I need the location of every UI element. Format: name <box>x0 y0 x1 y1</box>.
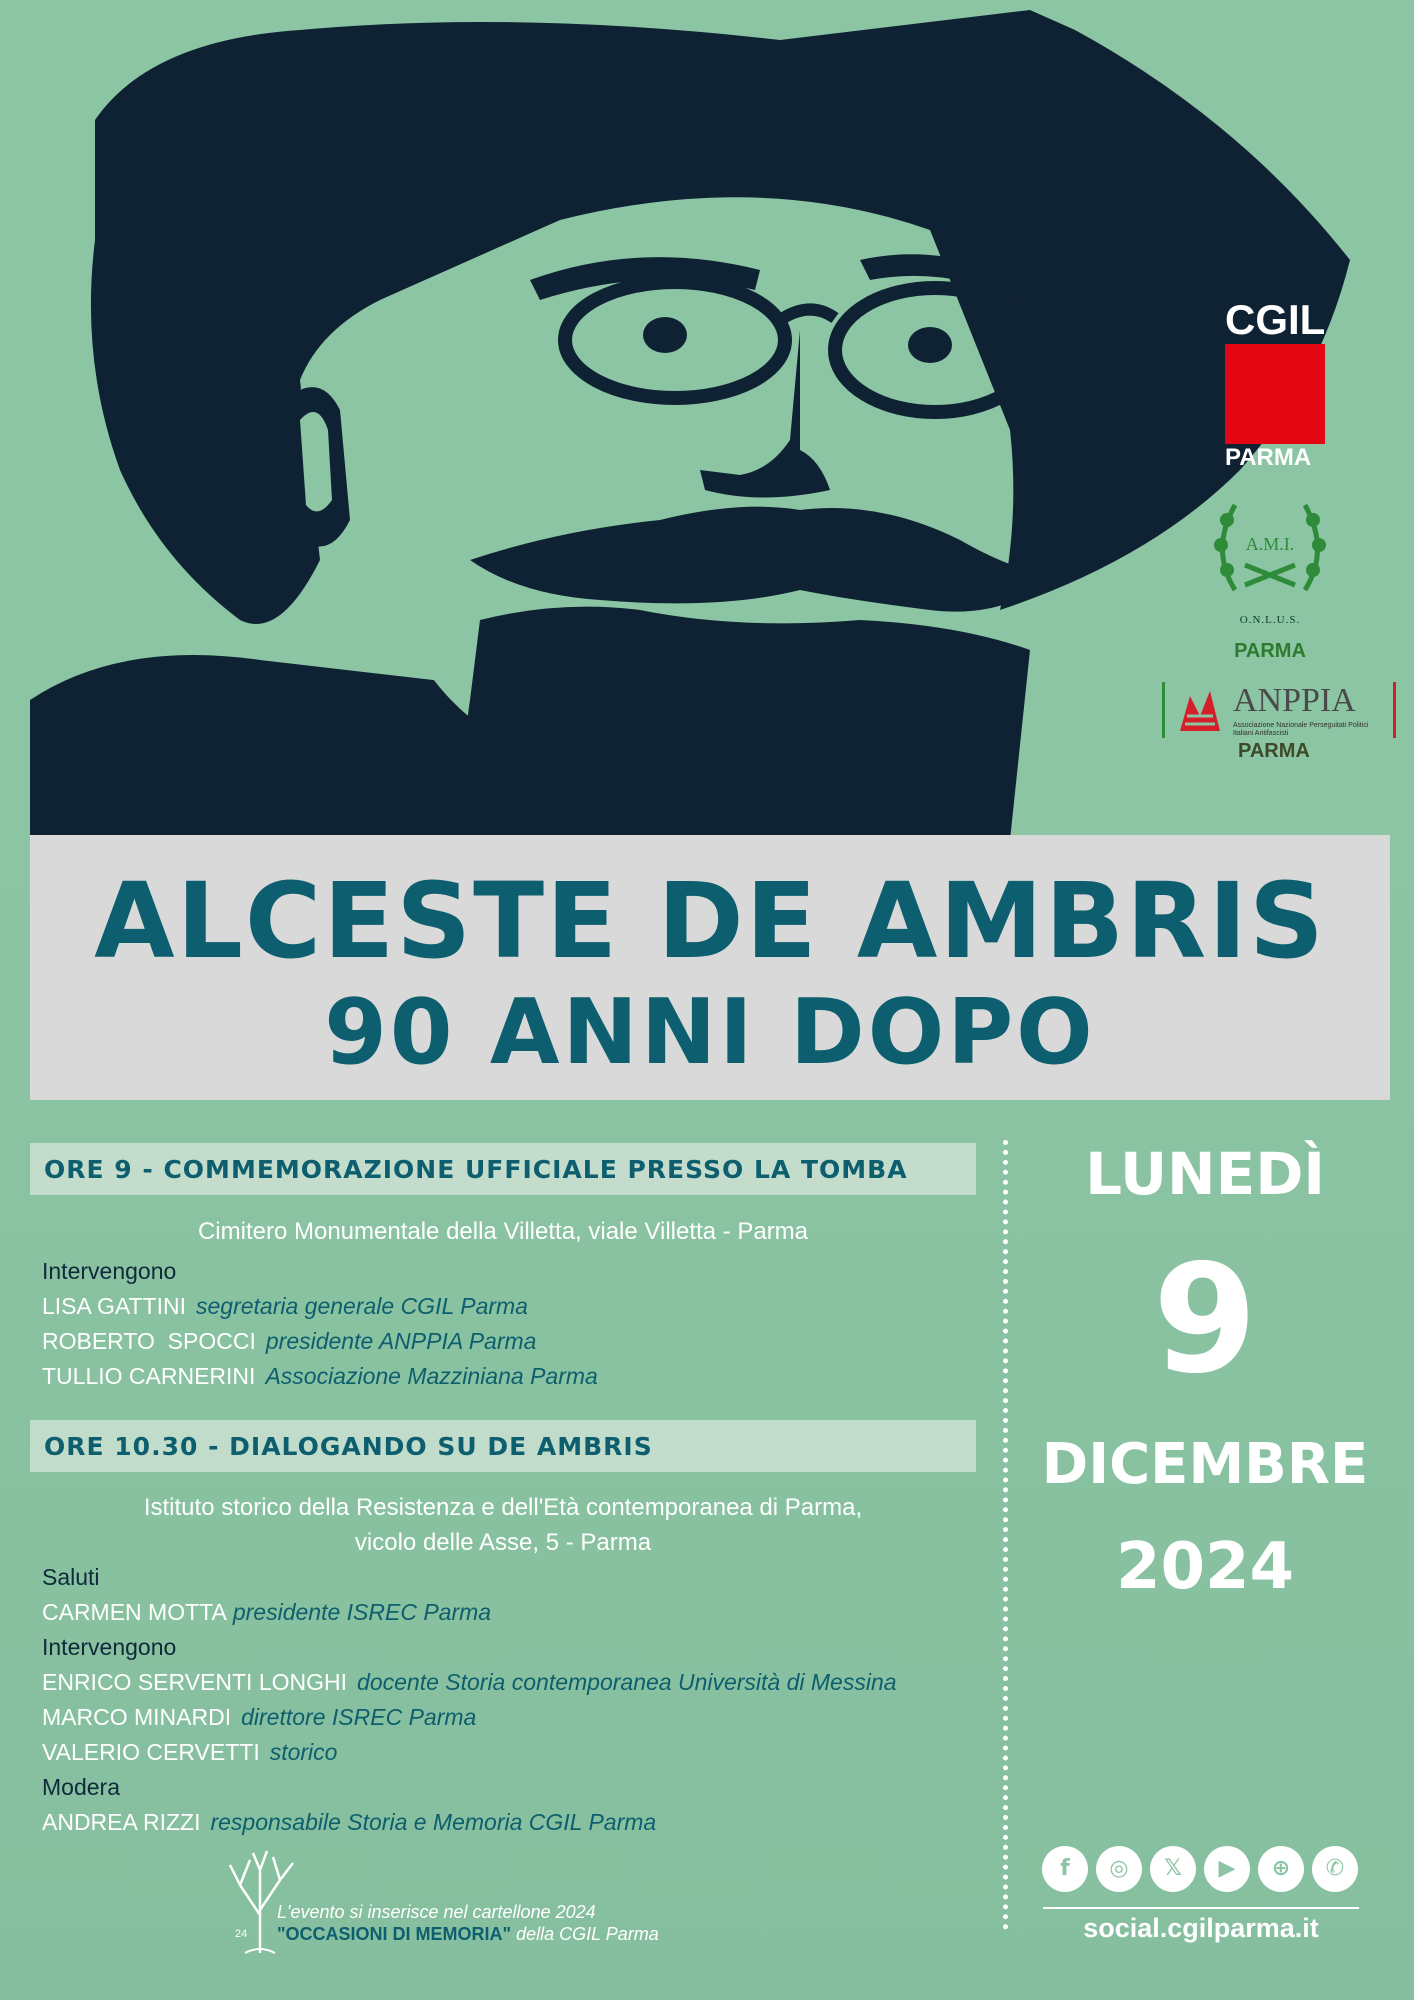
x-icon[interactable]: 𝕏 <box>1150 1846 1196 1892</box>
dotted-divider <box>1003 1140 1008 1930</box>
social-icons <box>1040 1846 1360 1898</box>
speaker-name: VALERIO CERVETTI <box>42 1739 260 1765</box>
speaker-row <box>42 1702 476 1732</box>
speaker-row <box>42 1737 337 1767</box>
main-title: ALCESTE DE AMBRIS <box>94 860 1326 982</box>
speaker-name: MARCO MINARDI <box>42 1704 232 1730</box>
moderator-row <box>42 1807 656 1837</box>
cgil-logo-city: PARMA <box>1225 444 1312 471</box>
speaker-role: docente Storia contemporanea Università di Messina <box>357 1669 897 1695</box>
anppia-city: PARMA <box>1238 740 1310 762</box>
session2-place-line2: vicolo delle Asse, 5 - Parma <box>354 1529 652 1556</box>
footer-line2-rest: della CGIL Parma <box>511 1924 659 1944</box>
speaker-name: TULLIO CARNERINI <box>42 1363 256 1389</box>
ami-wreath-icon <box>1205 490 1335 610</box>
session2-heading-bar <box>30 1420 976 1472</box>
ami-city: PARMA <box>1234 640 1306 662</box>
instagram-icon[interactable]: ◎ <box>1096 1846 1142 1892</box>
date-day: 9 <box>1152 1233 1258 1407</box>
speaker-role: responsabile Storia e Memoria CGIL Parma <box>210 1809 657 1835</box>
youtube-icon[interactable]: ▶ <box>1204 1846 1250 1892</box>
speaker-role: presidente ANPPIA Parma <box>265 1328 537 1354</box>
whatsapp-icon[interactable]: ✆ <box>1312 1846 1358 1892</box>
footer-text <box>277 1901 659 1945</box>
footer-highlight: "OCCASIONI DI MEMORIA" <box>277 1924 512 1944</box>
speaker-role: direttore ISREC Parma <box>241 1704 477 1730</box>
session2-place-line1: Istituto storico della Resistenza e dell'Età contemporanea di Parma, <box>143 1494 863 1521</box>
speaker-role: Associazione Mazziniana Parma <box>265 1363 598 1389</box>
anppia-logo <box>1162 682 1396 738</box>
session2-heading: ORE 10.30 - DIALOGANDO SU DE AMBRIS <box>44 1432 653 1461</box>
speaker-name: CARMEN MOTTA <box>42 1599 227 1625</box>
speaker-row <box>42 1291 528 1321</box>
ami-logo <box>1195 490 1345 663</box>
ami-emblem-text: A.M.I. <box>1245 534 1295 554</box>
greeting-row <box>42 1597 491 1627</box>
speaker-name: ENRICO SERVENTI LONGHI <box>42 1669 348 1695</box>
session1-place: Cimitero Monumentale della Villetta, viale Villetta - Parma <box>197 1218 809 1245</box>
session2-speakers-label: Intervengono <box>42 1634 177 1660</box>
footer-line2 <box>277 1923 659 1945</box>
tree-number: 24 <box>235 1928 248 1940</box>
speaker-row <box>42 1326 536 1356</box>
speaker-role: storico <box>269 1739 338 1765</box>
speaker-role: segretaria generale CGIL Parma <box>196 1293 528 1319</box>
subtitle: 90 ANNI DOPO <box>324 980 1096 1085</box>
anppia-emblem-icon <box>1175 686 1225 734</box>
footer-note <box>215 1845 735 1955</box>
speaker-row <box>42 1667 897 1697</box>
ami-onlus-text: O.N.L.U.S. <box>1239 614 1301 626</box>
cgil-logo <box>1225 296 1335 472</box>
date-month: DICEMBRE <box>1041 1432 1369 1497</box>
anppia-name: ANPPIA <box>1233 682 1356 719</box>
date-year: 2024 <box>1115 1530 1295 1604</box>
web-icon[interactable]: ⊕ <box>1258 1846 1304 1892</box>
speaker-name: ANDREA RIZZI <box>42 1809 201 1835</box>
speaker-role: presidente ISREC Parma <box>232 1599 492 1625</box>
cgil-logo-text: CGIL <box>1225 296 1326 343</box>
cgil-red-square <box>1225 344 1325 444</box>
moderator-label: Modera <box>42 1774 120 1800</box>
session1-heading: ORE 9 - COMMEMORAZIONE UFFICIALE PRESSO LA TOMBA <box>44 1155 908 1184</box>
title-box <box>30 835 1390 1100</box>
greetings-label: Saluti <box>42 1564 100 1590</box>
speaker-name: ROBERTO SPOCCI <box>42 1328 256 1354</box>
footer-line1: L'evento si inserisce nel cartellone 2024 <box>277 1902 596 1922</box>
speaker-name: LISA GATTINI <box>42 1293 186 1319</box>
session1-speakers-label: Intervengono <box>42 1258 177 1284</box>
date-weekday: LUNEDÌ <box>1085 1140 1325 1208</box>
anppia-subtitle: Associazione Nazionale Perseguitati Politici Italiani Antifascisti <box>1233 722 1369 737</box>
session1-heading-bar <box>30 1143 976 1195</box>
facebook-icon[interactable]: f <box>1042 1846 1088 1892</box>
social-url[interactable]: social.cgilparma.it <box>1043 1907 1359 1944</box>
speaker-row <box>42 1361 598 1391</box>
